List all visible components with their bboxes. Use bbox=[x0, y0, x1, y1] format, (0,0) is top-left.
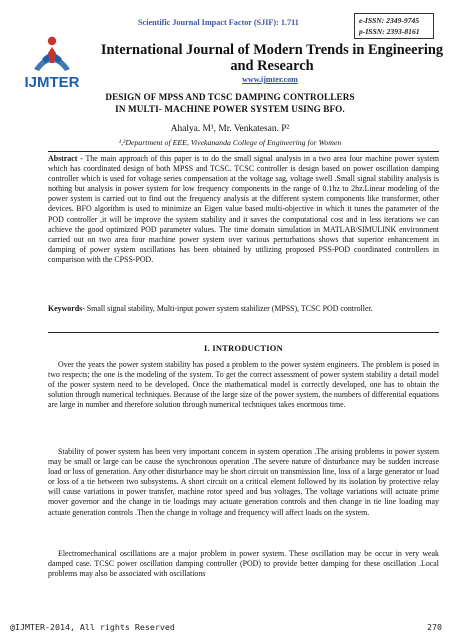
logo-text: IJMTER bbox=[24, 74, 80, 91]
footer-copyright: @IJMTER-2014, All rights Reserved bbox=[10, 622, 175, 632]
intro-paragraph-2: Stability of power system has been very important concern in system operation .The arising problems in power system may be small or large can be cause the synchronous operation .The severe nature of disturbance may be sudden increase load or loss of generation. Any other disturbance may be short circuit on transmission line, loss of a large generator or load or loss of a tie between two subsystems. A short circuit on a critical element followed by its isolation by protective relay will cause variations in power transfer, machine rotor speed and bus voltages. The voltage variations will actuate prime mover governor and the change in tie loadings may actuate generation controls and then change in tie line loading may actuate generation controls .Then the change in voltage and frequency will affect loads on the system. bbox=[48, 447, 439, 517]
impact-factor: Scientific Journal Impact Factor (SJIF): 1.711 bbox=[138, 18, 299, 27]
journal-title: International Journal of Modern Trends in Engineering and Research bbox=[100, 42, 444, 74]
abstract-text: The main approach of this paper is to do the small signal analysis in a two area four machine power system which has coordinated design of both MPSS and TCSC. TCSC controller is design based on power oscillation damping controller which is used for voltage series compensation at the voltage sag, voltage swell .Small signal stability analysis is nothing but analysis in power system for low frequency components in the range of 0.1hz to 2hz.Linear modeling of the power system is carried out to find out the frequency analysis at the different system components like transformer, other devices. BFO algorithm is used to minimize an Eigen value based multi-objective in which it tunes the parameter of the POD controller ,it will be improve the system stability and it saves the computational cost and in less iterations we can achieve the good optimized POD parameter values. The time domain simulation in MATLAB/SIMULINK environment carried out on two area four machine power system over various perturbations shows that superior enhancement in damping of power system oscillations has been obtained by utilizing proposed PSS-POD coordinated controllers in comparison with the CPSS-POD. bbox=[48, 154, 440, 264]
paper-title-line-2: IN MULTI- MACHINE POWER SYSTEM USING BFO. bbox=[115, 103, 345, 114]
ijmter-logo bbox=[10, 33, 94, 91]
intro-paragraph-1: Over the years the power system stability has posed a problem to the power system engineers. The problem is posed in two respects; the one is the modeling of the system. To get the correct assessment of power system stability a detail model of the power system need to be developed. Once the mathematical model is correctly developed, one has to obtain the solution through numerical techniques. Because of the large size of the power system, the numbers of differential equations are large in number and therefore solution through numerical techniques takes enormous time. bbox=[48, 360, 439, 410]
keywords bbox=[48, 304, 439, 314]
divider-bottom bbox=[48, 332, 439, 333]
paper-title bbox=[60, 92, 400, 115]
journal-url-link[interactable]: www.ijmter.com bbox=[242, 75, 298, 84]
section-heading-introduction: I. INTRODUCTION bbox=[204, 344, 283, 353]
logo-icon bbox=[34, 37, 70, 71]
divider-top bbox=[48, 151, 439, 152]
issn-box bbox=[354, 13, 434, 39]
abstract-label: Abstract - bbox=[48, 154, 86, 163]
keywords-label: Keywords- bbox=[48, 304, 87, 313]
keywords-text: Small signal stability, Multi-input power system stabilizer (MPSS), TCSC POD controller. bbox=[86, 304, 373, 313]
pissn: p-ISSN: 2393-8161 bbox=[359, 27, 420, 36]
intro-paragraph-3: Electromechanical oscillations are a major problem in power system. These oscillation may be occur in very weak damped case. TCSC power oscillation damping controller (POD) to provide better damping for these oscillation .Local problems may also be associated with oscillations bbox=[48, 549, 439, 579]
abstract bbox=[48, 154, 439, 265]
authors: Ahalya. M¹, Mr. Venkatesan. P² bbox=[170, 124, 290, 134]
eissn: e-ISSN: 2349-9745 bbox=[359, 16, 420, 25]
affiliation: ¹,²Department of EEE, Vivekananda College of Engineering for Women bbox=[118, 138, 342, 147]
page-number: 270 bbox=[427, 622, 442, 632]
paper-title-line-1: DESIGN OF MPSS AND TCSC DAMPING CONTROLLERS bbox=[105, 92, 355, 102]
